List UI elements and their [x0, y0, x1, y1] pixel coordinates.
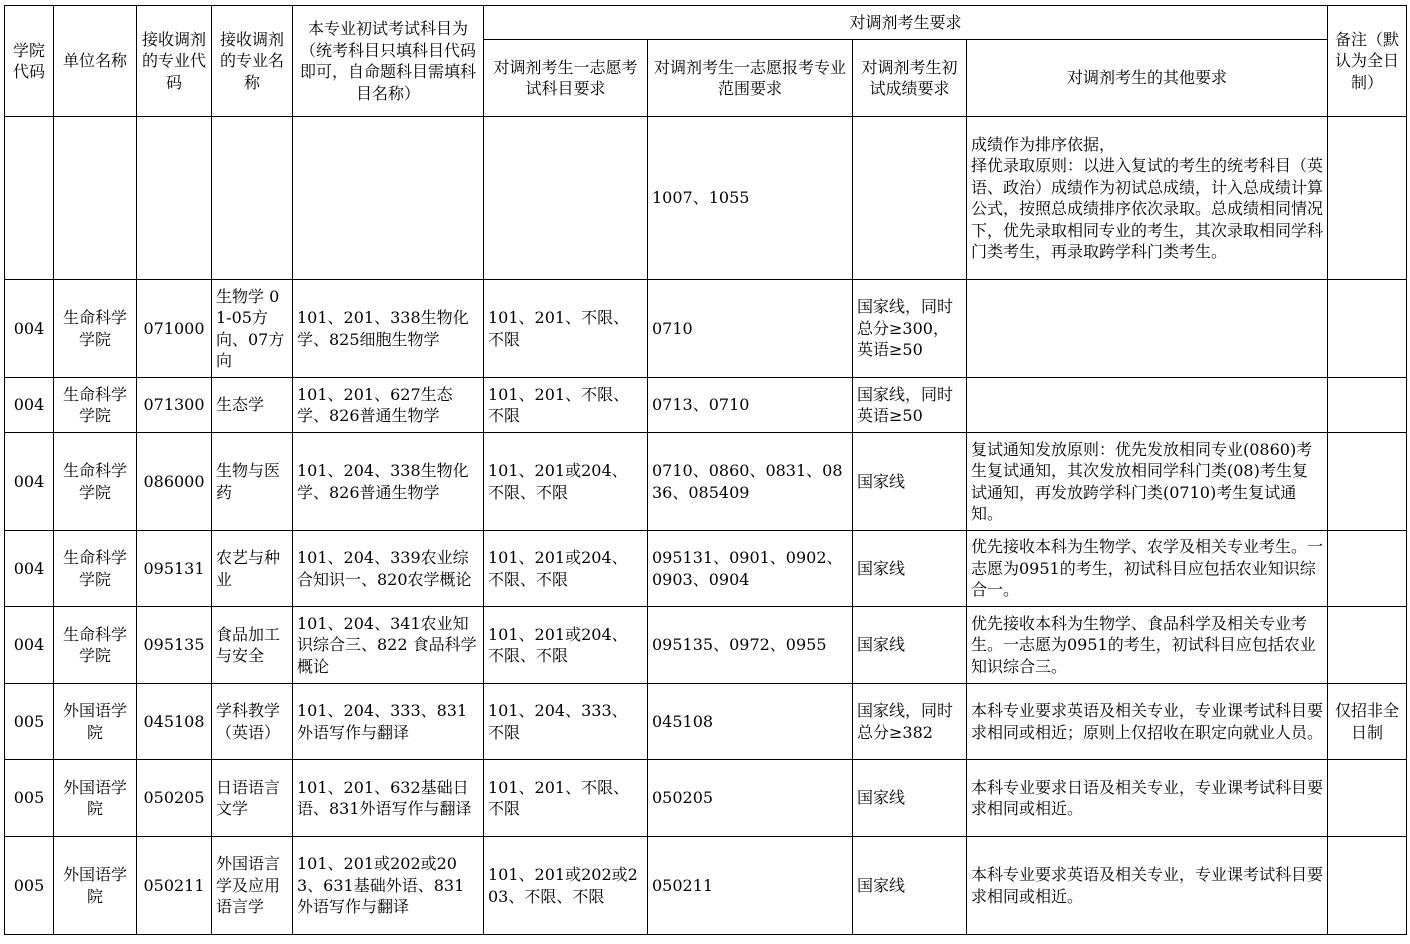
- major-name-cell: 外国语言学及应用语言学: [212, 837, 293, 935]
- header-unit-name: 单位名称: [54, 6, 137, 117]
- other-requirement-cell: [967, 378, 1328, 433]
- unit-name-cell: [54, 117, 137, 280]
- exam-subjects-cell: 101、201、338生物化学、825细胞生物学: [293, 280, 484, 378]
- header-other-requirement: 对调剂考生的其他要求: [967, 40, 1328, 117]
- college-code-cell: 004: [5, 280, 54, 378]
- table-row: [5, 760, 1407, 837]
- score-requirement-cell: 国家线: [853, 531, 967, 607]
- exam-subjects-cell: 101、204、339农业综合知识一、820农学概论: [293, 531, 484, 607]
- first-exam-requirement-cell: 101、201、不限、不限: [484, 378, 648, 433]
- exam-subjects-cell: 101、201或202或203、631基础外语、831外语写作与翻译: [293, 837, 484, 935]
- first-exam-requirement-cell: 101、201、不限、不限: [484, 760, 648, 837]
- major-code-cell: 086000: [137, 433, 212, 531]
- major-name-cell: 食品加工与安全: [212, 607, 293, 684]
- other-requirement-cell: 成绩作为排序依据， 择优录取原则：以进入复试的考生的统考科目（英语、政治）成绩作为初试总成绩，计入总成绩计算公式，按照总成绩排序依次录取。总成绩相同情况下，优先录取相同专业的考生，其次录取相同学科门类考生，再录取跨学科门类考生。: [967, 117, 1328, 280]
- first-exam-requirement-cell: 101、201、不限、不限: [484, 280, 648, 378]
- major-code-cell: 095131: [137, 531, 212, 607]
- first-major-requirement-cell: 050211: [648, 837, 853, 935]
- college-code-cell: 005: [5, 684, 54, 760]
- note-cell: 仅招非全日制: [1328, 684, 1407, 760]
- other-requirement-cell: 本科专业要求英语及相关专业，专业课考试科目要求相同或相近；原则上仅招收在职定向就业人员。: [967, 684, 1328, 760]
- college-code-cell: 004: [5, 378, 54, 433]
- table-row: [5, 607, 1407, 684]
- first-major-requirement-cell: 0713、0710: [648, 378, 853, 433]
- header-first-major-requirement: 对调剂考生一志愿报考专业范围要求: [648, 40, 853, 117]
- major-name-cell: 生物学 01-05方向、07方向: [212, 280, 293, 378]
- score-requirement-cell: 国家线，同时总分≥382: [853, 684, 967, 760]
- header-college-code: 学院代码: [5, 6, 54, 117]
- table-row: [5, 117, 1407, 280]
- note-cell: [1328, 760, 1407, 837]
- score-requirement-cell: 国家线: [853, 607, 967, 684]
- note-cell: [1328, 607, 1407, 684]
- major-name-cell: [212, 117, 293, 280]
- major-name-cell: 学科教学（英语）: [212, 684, 293, 760]
- exam-subjects-cell: 101、201、632基础日语、831外语写作与翻译: [293, 760, 484, 837]
- adjustment-requirements-table: [4, 5, 1407, 935]
- table-row: [5, 531, 1407, 607]
- unit-name-cell: 生命科学学院: [54, 607, 137, 684]
- table-row: [5, 837, 1407, 935]
- header-note: 备注（默认为全日制）: [1328, 6, 1407, 117]
- table-row: [5, 378, 1407, 433]
- score-requirement-cell: 国家线: [853, 837, 967, 935]
- header-first-exam-requirement: 对调剂考生一志愿考试科目要求: [484, 40, 648, 117]
- major-code-cell: 095135: [137, 607, 212, 684]
- table-row: [5, 280, 1407, 378]
- other-requirement-cell: 本科专业要求英语及相关专业，专业课考试科目要求相同或相近。: [967, 837, 1328, 935]
- note-cell: [1328, 531, 1407, 607]
- other-requirement-cell: 优先接收本科为生物学、食品科学及相关专业考生。一志愿为0951的考生，初试科目应包括农业知识综合三。: [967, 607, 1328, 684]
- header-major-name: 接收调剂的专业名称: [212, 6, 293, 117]
- score-requirement-cell: [853, 117, 967, 280]
- table-row: [5, 684, 1407, 760]
- score-requirement-cell: 国家线，同时英语≥50: [853, 378, 967, 433]
- college-code-cell: 004: [5, 607, 54, 684]
- college-code-cell: 005: [5, 837, 54, 935]
- major-code-cell: 071000: [137, 280, 212, 378]
- exam-subjects-cell: 101、204、341农业知识综合三、822 食品科学概论: [293, 607, 484, 684]
- exam-subjects-cell: 101、204、333、831外语写作与翻译: [293, 684, 484, 760]
- other-requirement-cell: 优先接收本科为生物学、农学及相关专业考生。一志愿为0951的考生，初试科目应包括农业知识综合一。: [967, 531, 1328, 607]
- first-major-requirement-cell: 045108: [648, 684, 853, 760]
- major-code-cell: 045108: [137, 684, 212, 760]
- college-code-cell: 004: [5, 531, 54, 607]
- college-code-cell: 004: [5, 433, 54, 531]
- exam-subjects-cell: 101、201、627生态学、826普通生物学: [293, 378, 484, 433]
- first-major-requirement-cell: 1007、1055: [648, 117, 853, 280]
- other-requirement-cell: [967, 280, 1328, 378]
- first-exam-requirement-cell: [484, 117, 648, 280]
- note-cell: [1328, 117, 1407, 280]
- first-exam-requirement-cell: 101、204、333、不限: [484, 684, 648, 760]
- college-code-cell: [5, 117, 54, 280]
- first-major-requirement-cell: 0710: [648, 280, 853, 378]
- header-major-code: 接收调剂的专业代码: [137, 6, 212, 117]
- unit-name-cell: 生命科学学院: [54, 280, 137, 378]
- college-code-cell: 005: [5, 760, 54, 837]
- note-cell: [1328, 378, 1407, 433]
- score-requirement-cell: 国家线: [853, 760, 967, 837]
- exam-subjects-cell: 101、204、338生物化学、826普通生物学: [293, 433, 484, 531]
- first-exam-requirement-cell: 101、201或204、不限、不限: [484, 607, 648, 684]
- exam-subjects-cell: [293, 117, 484, 280]
- unit-name-cell: 外国语学院: [54, 760, 137, 837]
- first-major-requirement-cell: 0710、0860、0831、0836、085409: [648, 433, 853, 531]
- major-name-cell: 农艺与种业: [212, 531, 293, 607]
- major-code-cell: 050205: [137, 760, 212, 837]
- header-exam-subjects: 本专业初试考试科目为（统考科目只填科目代码即可，自命题科目需填科目名称）: [293, 6, 484, 117]
- first-major-requirement-cell: 095135、0972、0955: [648, 607, 853, 684]
- major-name-cell: 生物与医药: [212, 433, 293, 531]
- unit-name-cell: 生命科学学院: [54, 433, 137, 531]
- major-code-cell: [137, 117, 212, 280]
- header-score-requirement: 对调剂考生初试成绩要求: [853, 40, 967, 117]
- major-code-cell: 071300: [137, 378, 212, 433]
- first-exam-requirement-cell: 101、201或204、不限、不限: [484, 531, 648, 607]
- unit-name-cell: 生命科学学院: [54, 531, 137, 607]
- table-row: [5, 433, 1407, 531]
- unit-name-cell: 生命科学学院: [54, 378, 137, 433]
- score-requirement-cell: 国家线: [853, 433, 967, 531]
- major-code-cell: 050211: [137, 837, 212, 935]
- table-body: [5, 117, 1407, 935]
- other-requirement-cell: 复试通知发放原则：优先发放相同专业(0860)考生复试通知，其次发放相同学科门类(08)考生复试通知，再发放跨学科门类(0710)考生复试通知。: [967, 433, 1328, 531]
- unit-name-cell: 外国语学院: [54, 837, 137, 935]
- first-exam-requirement-cell: 101、201或204、不限、不限: [484, 433, 648, 531]
- other-requirement-cell: 本科专业要求日语及相关专业，专业课考试科目要求相同或相近。: [967, 760, 1328, 837]
- first-major-requirement-cell: 095131、0901、0902、0903、0904: [648, 531, 853, 607]
- major-name-cell: 日语语言文学: [212, 760, 293, 837]
- note-cell: [1328, 433, 1407, 531]
- major-name-cell: 生态学: [212, 378, 293, 433]
- first-exam-requirement-cell: 101、201或202或203、不限、不限: [484, 837, 648, 935]
- note-cell: [1328, 837, 1407, 935]
- header-requirements-group: 对调剂考生要求: [484, 6, 1328, 40]
- note-cell: [1328, 280, 1407, 378]
- first-major-requirement-cell: 050205: [648, 760, 853, 837]
- score-requirement-cell: 国家线，同时总分≥300，英语≥50: [853, 280, 967, 378]
- unit-name-cell: 外国语学院: [54, 684, 137, 760]
